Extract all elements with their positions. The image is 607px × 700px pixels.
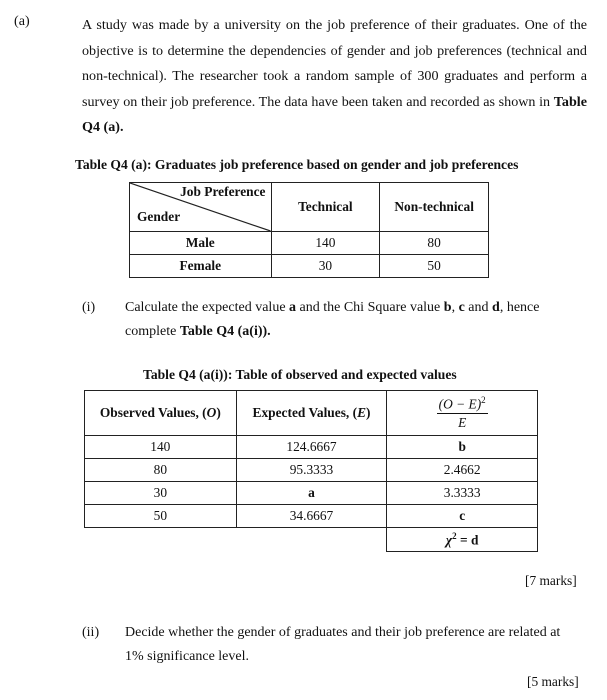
chi-square-cell: $\chi^2 = d$ [387, 528, 538, 552]
table1-caption: Table Q4 (a): Graduates job preference based on gender and job preferences [75, 157, 519, 172]
table-cell: 124.6667 [236, 436, 387, 459]
part-a-line: objective is to determine the dependencies of gender and job preferences (technical [82, 42, 563, 59]
header-chi-fraction [387, 391, 538, 436]
row-label-female: Female [130, 255, 272, 278]
table-row [130, 232, 489, 255]
part-i-question: Calculate the expected value a and the Chi Square value b, c and d, hence [125, 300, 540, 315]
header-observed: Observed Values, (O) [85, 391, 237, 436]
part-a-line: A study was made by a university on the job preference of their graduates. One of the [82, 17, 587, 33]
col-header-technical: Technical [271, 183, 380, 232]
part-ii-text: Decide whether the gender of graduates and their job preference are related at 1% significance level. [125, 625, 561, 664]
table-cell: 80 [85, 459, 237, 482]
part-i-text: Calculate the expected value a and the Chi Square value b, c and d, hence complete Table Q4 (a(i)). [125, 296, 583, 344]
part-i-label: (i) [82, 300, 96, 315]
table-cell: 95.3333 [236, 459, 387, 482]
col-header-non-technical: Non-technical [380, 183, 489, 232]
table2-caption: Table Q4 (a(i)): Table of observed and expected values [143, 367, 457, 382]
table-row [85, 459, 538, 482]
part-a-label: (a) [14, 13, 30, 29]
table-row [85, 436, 538, 459]
table-row [130, 255, 489, 278]
table-cell: c [387, 505, 538, 528]
table-row [85, 482, 538, 505]
table-cell: b [387, 436, 538, 459]
corner-header-job-preference: Job Preference [180, 184, 266, 199]
table-cell: a [236, 482, 387, 505]
table-cell: 30 [271, 255, 380, 278]
corner-header-gender: Gender [137, 209, 181, 224]
part-a-paragraph [82, 13, 587, 141]
table1 [129, 182, 489, 278]
table-cell: 140 [85, 436, 237, 459]
part-a-line: shown in [498, 93, 554, 110]
part-ii-label: (ii) [82, 625, 100, 640]
table-cell: 3.3333 [387, 482, 538, 505]
part-a-line: perform a survey on their job preference. The data have been taken and recorded as [82, 68, 587, 110]
table-cell: 80 [380, 232, 489, 255]
table1-corner-cell [130, 183, 272, 232]
table-row [85, 528, 538, 552]
row-label-male: Male [130, 232, 272, 255]
table-cell: 2.4662 [387, 459, 538, 482]
table-cell: 140 [271, 232, 380, 255]
table-cell: 30 [85, 482, 237, 505]
marks-part-ii: [5 marks] [527, 674, 579, 689]
marks-part-i: [7 marks] [525, 573, 577, 588]
table-cell: 34.6667 [236, 505, 387, 528]
table-reference: Table Q4 (a). [82, 93, 587, 136]
fraction: $\frac{(O - E)^2}{E}$ [438, 394, 486, 431]
table2 [84, 390, 538, 552]
header-expected: Expected Values, (E) [236, 391, 387, 436]
table-cell: 50 [85, 505, 237, 528]
table-cell: 50 [380, 255, 489, 278]
table-reference: Table Q4 (a(i)). [179, 324, 271, 339]
part-a-line: and non-technical). The researcher took a random sample of 300 graduates and [82, 42, 587, 85]
table-row [85, 505, 538, 528]
